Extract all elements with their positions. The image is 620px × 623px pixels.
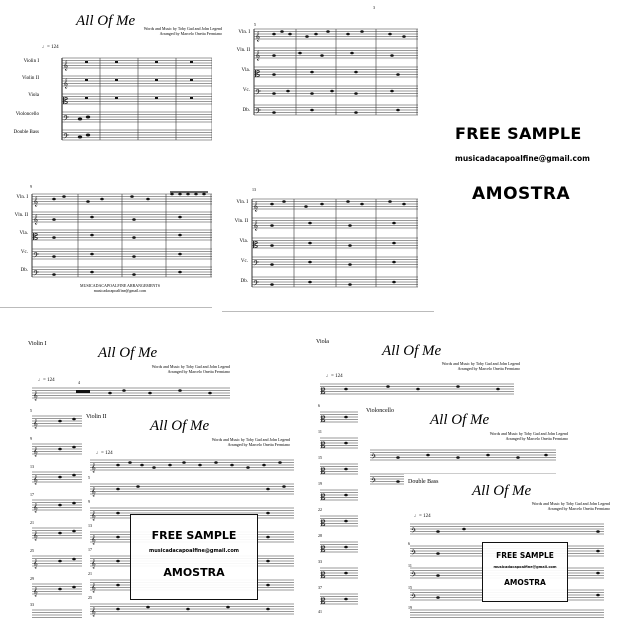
score-system-1 xyxy=(40,52,212,146)
svg-text:𝄞: 𝄞 xyxy=(91,559,96,568)
svg-text:𝄞: 𝄞 xyxy=(91,487,96,496)
svg-text:𝄢: 𝄢 xyxy=(411,527,417,536)
abbrev-label: Vla. xyxy=(239,239,248,244)
watermark-amostra: AMOSTRA xyxy=(504,578,546,587)
svg-text:𝄞: 𝄞 xyxy=(91,511,96,520)
bar-number: 22 xyxy=(318,507,322,512)
bar-number: 9 xyxy=(88,499,90,504)
abbrev-label: Vla. xyxy=(241,68,250,73)
tempo-mark: ♩= 124 xyxy=(326,374,343,379)
svg-text:𝄢: 𝄢 xyxy=(411,571,417,580)
svg-text:𝄢: 𝄢 xyxy=(63,133,69,143)
svg-text:𝄡: 𝄡 xyxy=(253,241,259,251)
part-title-violin1: All Of Me xyxy=(98,345,158,361)
svg-text:𝄡: 𝄡 xyxy=(321,493,326,502)
staff-system-graphic xyxy=(40,52,212,146)
credit-words: Words and Music by Toby Gad and John Legend xyxy=(441,361,520,366)
tempo-mark: ♩= 124 xyxy=(96,451,113,456)
bar-number: 9 xyxy=(30,184,32,189)
bar-number: 15 xyxy=(318,455,322,460)
score-system-3 xyxy=(30,190,212,280)
bar-number: 11 xyxy=(408,563,412,568)
svg-text:𝄢: 𝄢 xyxy=(33,270,39,280)
watermark-free: FREE SAMPLE xyxy=(151,529,237,542)
part-label-violin2: Violin II xyxy=(86,414,107,420)
part-credits-violin2 xyxy=(185,437,290,447)
svg-text:𝄞: 𝄞 xyxy=(33,391,38,400)
credit-arranger: Arranged by Marcelo Onetta Fermiano xyxy=(227,442,290,447)
bar-number: 6 xyxy=(318,403,320,408)
abbrev-label: Db. xyxy=(20,268,28,273)
svg-text:𝄢: 𝄢 xyxy=(63,115,69,125)
credit-arranger: Arranged by Marcelo Onetta Fermiano xyxy=(505,436,568,441)
part-credits-viola xyxy=(410,361,520,371)
svg-text:𝄞: 𝄞 xyxy=(255,51,261,61)
bar-number: 13 xyxy=(30,464,34,469)
abbrev-label: Vc. xyxy=(240,259,248,264)
svg-text:𝄞: 𝄞 xyxy=(91,583,96,592)
svg-text:𝄞: 𝄞 xyxy=(33,447,38,456)
svg-text:𝄢: 𝄢 xyxy=(255,108,261,118)
svg-text:𝄢: 𝄢 xyxy=(411,549,417,558)
part-label-cello: Violoncello xyxy=(366,408,394,414)
part-credits-cello xyxy=(458,431,568,441)
free-sample-heading: FREE SAMPLE xyxy=(455,124,582,143)
abbrev-label: Vc. xyxy=(242,88,250,93)
bar-number: 29 xyxy=(30,576,34,581)
credit-words: Words and Music by Toby Gad and John Legend xyxy=(211,437,290,442)
part-credits-violin1 xyxy=(125,364,230,374)
abbrev-label: Db. xyxy=(240,279,248,284)
bar-number: 25 xyxy=(30,548,34,553)
bar-number: 5 xyxy=(30,408,32,413)
instrument-label: Violoncello xyxy=(15,112,39,117)
abbrev-label: Vla. xyxy=(19,231,28,236)
svg-text:𝄞: 𝄞 xyxy=(33,197,39,207)
abbrev-label: Vln. I xyxy=(236,200,248,205)
instrument-label: Violin II xyxy=(21,76,39,81)
svg-text:𝄞: 𝄞 xyxy=(33,215,39,225)
bar-number: 28 xyxy=(318,533,322,538)
svg-text:𝄞: 𝄞 xyxy=(33,559,38,568)
svg-text:𝄞: 𝄞 xyxy=(33,531,38,540)
credit-words: Words and Music by Toby Gad and John Legend xyxy=(151,364,230,369)
svg-text:𝄢: 𝄢 xyxy=(371,477,377,486)
part-label-viola: Viola xyxy=(316,339,329,345)
staff-system-graphic xyxy=(252,25,418,119)
svg-text:𝄞: 𝄞 xyxy=(33,419,38,428)
abbrev-label: Vln. II xyxy=(234,219,248,224)
bar-number: 11 xyxy=(318,429,322,434)
tempo-mark: ♩= 124 xyxy=(38,378,55,383)
free-sample-watermark xyxy=(130,514,258,600)
svg-text:𝄞: 𝄞 xyxy=(33,587,38,596)
staff-system-graphic xyxy=(250,195,418,289)
svg-text:𝄢: 𝄢 xyxy=(411,593,417,602)
svg-text:𝄡: 𝄡 xyxy=(321,519,326,528)
multi-rest-count: 4 xyxy=(78,380,80,385)
bar-number: 33 xyxy=(30,602,34,607)
page-divider xyxy=(0,307,212,308)
part-credits-bass xyxy=(500,501,610,511)
bar-number: 5 xyxy=(88,475,90,480)
score-title: All Of Me xyxy=(76,13,136,29)
watermark-email: musicadacapoalfine@gmail.com xyxy=(149,548,239,554)
bar-number: 19 xyxy=(408,605,412,610)
bar-number: 21 xyxy=(30,520,34,525)
svg-text:𝄞: 𝄞 xyxy=(63,61,69,71)
abbrev-label: Vln. I xyxy=(238,30,250,35)
instrument-label: Viola xyxy=(28,93,39,98)
svg-text:𝄡: 𝄡 xyxy=(63,97,69,107)
contact-email: musicadacapoalfine@gmail.com xyxy=(455,154,590,163)
svg-text:𝄡: 𝄡 xyxy=(255,70,261,80)
score-footer xyxy=(40,283,200,293)
svg-text:𝄡: 𝄡 xyxy=(321,415,326,424)
part-title-viola: All Of Me xyxy=(382,343,442,359)
bar-number: 37 xyxy=(318,585,322,590)
svg-text:𝄢: 𝄢 xyxy=(255,89,261,99)
svg-text:𝄡: 𝄡 xyxy=(321,441,326,450)
part-label-violin1: Violin I xyxy=(28,341,47,347)
part-title-bass: All Of Me xyxy=(472,483,532,499)
bar-number: 17 xyxy=(88,547,92,552)
svg-text:𝄢: 𝄢 xyxy=(253,280,259,289)
instrument-label: Double Bass xyxy=(13,130,39,135)
svg-text:𝄡: 𝄡 xyxy=(321,387,326,396)
tempo-mark: ♩= 124 xyxy=(414,514,431,519)
svg-text:𝄡: 𝄡 xyxy=(321,571,326,580)
instrument-label: Violin I xyxy=(23,59,39,64)
part-title-violin2: All Of Me xyxy=(150,418,210,434)
page-divider xyxy=(222,311,434,312)
tempo-mark: ♩= 124 xyxy=(42,45,59,50)
svg-text:𝄞: 𝄞 xyxy=(91,535,96,544)
score-system-2 xyxy=(252,25,418,119)
svg-text:𝄡: 𝄡 xyxy=(321,545,326,554)
credit-arranger: Arranged by Marcelo Onetta Fermiano xyxy=(547,506,610,511)
footer-publisher: MUSICADACAPOALFINE ARRANGEMENTS xyxy=(80,283,160,288)
bar-number: 19 xyxy=(318,481,322,486)
svg-text:𝄞: 𝄞 xyxy=(253,202,259,212)
credit-words: Words and Music by Toby Gad and John Legend xyxy=(143,26,222,31)
bar-number: 15 xyxy=(408,585,412,590)
svg-text:𝄢: 𝄢 xyxy=(371,453,377,462)
abbrev-label: Vln. I xyxy=(16,195,28,200)
bar-number: 6 xyxy=(408,541,410,546)
bar-number: 33 xyxy=(318,559,322,564)
bar-number: 25 xyxy=(88,595,92,600)
svg-text:𝄢: 𝄢 xyxy=(33,252,39,262)
credit-words: Words and Music by Toby Gad and John Legend xyxy=(489,431,568,436)
part-title-cello: All Of Me xyxy=(430,412,490,428)
abbrev-label: Vln. II xyxy=(236,48,250,53)
abbrev-label: Vln. II xyxy=(14,213,28,218)
svg-text:𝄞: 𝄞 xyxy=(255,32,261,42)
svg-text:𝄡: 𝄡 xyxy=(321,597,326,606)
bar-number: 9 xyxy=(30,436,32,441)
svg-text:𝄡: 𝄡 xyxy=(33,233,39,243)
bar-number: 21 xyxy=(88,571,92,576)
svg-text:𝄞: 𝄞 xyxy=(33,475,38,484)
svg-text:𝄢: 𝄢 xyxy=(253,260,259,270)
svg-text:𝄞: 𝄞 xyxy=(253,221,259,231)
svg-text:𝄞: 𝄞 xyxy=(91,607,96,616)
watermark-amostra: AMOSTRA xyxy=(163,566,225,579)
score-credits xyxy=(112,26,222,36)
staff-system-graphic xyxy=(30,190,212,280)
footer-email: musicadacapoalfine@gmail.com xyxy=(93,288,147,293)
svg-text:𝄞: 𝄞 xyxy=(33,503,38,512)
svg-text:𝄞: 𝄞 xyxy=(63,79,69,89)
svg-text:𝄞: 𝄞 xyxy=(91,463,96,472)
credit-arranger: Arranged by Marcelo Onetta Fermiano xyxy=(167,369,230,374)
credit-words: Words and Music by Toby Gad and John Legend xyxy=(531,501,610,506)
bar-number: 13 xyxy=(252,187,256,192)
credit-arranger: Arranged by Marcelo Onetta Fermiano xyxy=(159,31,222,36)
abbrev-label: Db. xyxy=(242,108,250,113)
abbrev-label: Vc. xyxy=(20,250,28,255)
amostra-heading: AMOSTRA xyxy=(472,184,571,204)
bar-number: 41 xyxy=(318,609,322,614)
part-label-bass: Double Bass xyxy=(408,479,439,485)
free-sample-watermark-small xyxy=(482,542,568,602)
watermark-free: FREE SAMPLE xyxy=(496,551,554,560)
page-number: 3 xyxy=(373,5,375,10)
score-system-4 xyxy=(250,195,418,289)
bar-number: 13 xyxy=(88,523,92,528)
bar-number: 17 xyxy=(30,492,34,497)
svg-text:𝄡: 𝄡 xyxy=(321,467,326,476)
watermark-email: musicadacapoalfine@gmail.com xyxy=(493,565,557,569)
credit-arranger: Arranged by Marcelo Onetta Fermiano xyxy=(457,366,520,371)
bar-number: 5 xyxy=(254,22,256,27)
